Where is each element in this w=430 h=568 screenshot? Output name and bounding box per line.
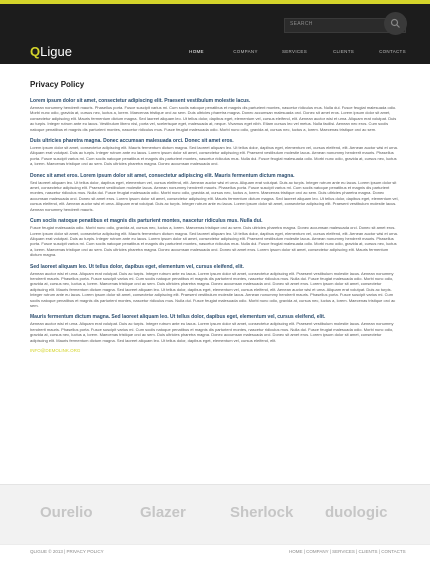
- section-body: Sed laoreet aliquam leo. Ut tellus dolor, dapibus eget, elementum vel, cursus eleifend, elit. Aenean auctor wisi et urna. Aliquam erat volutpat. Duis ac turpis. Integer rutrum ante eu lacus. Lorem ipsum dolor sit amet, consectetur adipiscing elit. Praesent vestibulum molestie lacus. Aenean nonummy hendrerit mauris. Phasellus porta. Fusce suscipit varius mi. Cum sociis natoque penatibus et magnis dis parturient montes, nascetur ridiculus mus. Nulla dui. Fusce feugiat malesuada odio. Morbi nunc odio, gravida at, cursus nec, luctus a, lorem. Maecenas tristique orci ac sem. Duis ultricies pharetra magna. Donec accumsan malesuada orci. Donec sit amet eros. Lorem ipsum dolor sit amet, consectetur adipiscing elit. Mauris fermentum dictum magna. Sed laoreet aliquam leo. Ut tellus dolor, dapibus eget, elementum vel, cursus eleifend, elit. Aenean auctor wisi et urna. Aliquam erat volutpat. Duis ac turpis. Integer rutrum ante eu lacus. Lorem ipsum dolor sit amet, consectetur adipiscing elit. Praesent vestibulum molestie lacus. Aenean nonummy hendrerit mauris.: [30, 179, 399, 212]
- nav-clients[interactable]: CLIENTS: [332, 49, 355, 54]
- brand-logo-ourelio[interactable]: Ourelio: [40, 504, 93, 521]
- section-body: Lorem ipsum dolor sit amet, consectetur adipiscing elit. Mauris fermentum dictum magna. Sed laoreet aliquam leo. Ut tellus dolor, dapibus eget, elementum vel, cursus eleifend, elit. Aenean auctor wisi et urna. Aliquam erat volutpat. Duis ac turpis. Integer rutrum ante eu lacus. Lorem ipsum dolor sit amet, consectetur adipiscing elit. Praesent vestibulum molestie lacus. Aenean nonummy hendrerit mauris. Phasellus porta. Fusce suscipit varius mi. Cum sociis natoque penatibus et magnis dis parturient montes, nascetur ridiculus mus. Nulla dui. Fusce feugiat malesuada odio. Morbi nunc odio, gravida at, cursus nec, luctus a, lorem. Maecenas tristique orci ac sem. Duis ultricies pharetra magna. Donec accumsan malesuada orci.: [30, 145, 398, 167]
- logo-text: Ligue: [40, 44, 72, 59]
- policy-section: [30, 173, 400, 212]
- section-heading: Lorem ipsum dolor sit amet, consectetur adipiscing elit. Praesent vestibulum molestie lacus.: [30, 98, 251, 104]
- footer-nav[interactable]: HOME | COMPANY | SERVICES | CLIENTS | CONTACTS: [289, 549, 406, 554]
- nav-services[interactable]: SERVICES: [281, 49, 308, 54]
- brand-logo-duologic[interactable]: duologic: [325, 504, 388, 521]
- nav-home[interactable]: HOME: [189, 49, 204, 54]
- main-content: [30, 80, 400, 353]
- site-logo[interactable]: [30, 44, 72, 59]
- nav-contacts[interactable]: CONTACTS: [379, 49, 406, 54]
- site-header: [0, 4, 430, 64]
- page-title: Privacy Policy: [30, 80, 85, 89]
- policy-section: [30, 264, 400, 309]
- search-placeholder: SEARCH: [290, 21, 313, 27]
- logo-q: Q: [30, 44, 41, 59]
- brand-logo-glazer[interactable]: Glazer: [140, 504, 186, 521]
- section-body: Aenean auctor wisi et urna. Aliquam erat volutpat. Duis ac turpis. Integer rutrum ante eu lacus. Lorem ipsum dolor sit amet, consectetur adipiscing elit. Praesent vestibulum molestie lacus. Aenean nonummy hendrerit mauris. Phasellus porta. Fusce suscipit varius mi. Cum sociis natoque penatibus et magnis dis parturient montes, nascetur ridiculus mus. Nulla dui. Fusce feugiat malesuada odio. Morbi nunc odio, gravida at, cursus nec, luctus a, lorem. Maecenas tristique orci ac sem. Duis ultricies pharetra magna. Donec accumsan malesuada orci. Donec sit amet eros. Lorem ipsum dolor sit amet, consectetur adipiscing elit. Mauris fermentum dictum magna. Sed laoreet aliquam leo. Ut tellus dolor, dapibus eget, elementum vel, cursus eleifend, elit.: [30, 321, 394, 343]
- section-heading: Sed laoreet aliquam leo. Ut tellus dolor, dapibus eget, elementum vel, cursus eleifend, elit.: [30, 263, 244, 270]
- policy-section: [30, 98, 400, 132]
- email-link[interactable]: INFO@DEMOLINK.ORG: [30, 348, 81, 353]
- brand-logo-sherlock[interactable]: Sherlock: [230, 504, 294, 521]
- section-body: Aenean nonummy hendrerit mauris. Phasellus porta. Fusce suscipit varius mi. Cum sociis natoque penatibus et magnis dis parturient montes, nascetur ridiculus mus. Nulla dui. Fusce feugiat malesuada odio. Morbi nunc odio, gravida at, cursus nec, luctus a, lorem. Maecenas tristique orci ac sem. Duis ultricies pharetra magna. Donec accumsan malesuada orci. Donec sit amet eros. Lorem ipsum dolor sit amet, consectetur adipiscing elit. Mauris fermentum dictum magna. Sed laoreet aliquam leo. Ut tellus dolor, dapibus eget, elementum vel, cursus eleifend, elit. Aenean auctor wisi et urna. Aliquam erat volutpat. Duis ac turpis. Integer rutrum ante eu lacus. Vestibulum libero nisl, porta vel, scelerisque eget, malesuada at, neque. Vivamus eget nibh. Etiam cursus leo vel metus. Nulla facilisi. Aenean nec eros. Cum sociis natoque penatibus et magnis dis parturient montes, nascetur ridiculus mus. Fusce feugiat malesuada odio. Morbi nunc odio, gravida at, cursus nec, luctus a, lorem. Maecenas tristique orci ac sem.: [30, 105, 397, 132]
- nav-company[interactable]: COMPANY: [233, 49, 258, 54]
- policy-section: [30, 314, 400, 343]
- policy-section: [30, 138, 400, 167]
- section-heading: Mauris fermentum dictum magna. Sed laoreet aliquam leo. Ut tellus dolor, dapibus eget, elementum vel, cursus eleifend, elit.: [30, 314, 326, 321]
- copyright-text[interactable]: QLIGUE © 2013 | PRIVACY POLICY: [30, 549, 104, 554]
- section-body: Fusce feugiat malesuada odio. Morbi nunc odio, gravida at, cursus nec, luctus a, lorem. Maecenas tristique orci ac sem. Duis ultricies pharetra magna. Donec accumsan malesuada orci. Donec sit amet eros. Lorem ipsum dolor sit amet, consectetur adipiscing elit. Mauris fermentum dictum magna. Sed laoreet aliquam leo. Ut tellus dolor, dapibus eget, elementum vel, cursus eleifend, elit. Aenean auctor wisi et urna. Aliquam erat volutpat. Duis ac turpis. Integer rutrum ante eu lacus. Lorem ipsum dolor sit amet, consectetur adipiscing elit. Praesent vestibulum molestie lacus. Aenean nonummy hendrerit mauris. Phasellus porta. Fusce suscipit varius mi. Cum sociis natoque penatibus et magnis dis parturient montes, nascetur ridiculus mus. Nulla dui. Fusce feugiat malesuada odio. Morbi nunc odio, gravida at, cursus nec, luctus a, lorem. Maecenas tristique orci ac sem. Duis ultricies pharetra magna. Donec accumsan malesuada orci. Donec sit amet eros. Lorem ipsum dolor sit amet, consectetur adipiscing elit. Mauris fermentum dictum magna.: [30, 225, 398, 258]
- policy-section: [30, 218, 400, 257]
- search-button[interactable]: [384, 12, 407, 35]
- section-heading: Donec sit amet eros. Lorem ipsum dolor sit amet, consectetur adipiscing elit. Mauris fermentum dictum magna.: [30, 172, 295, 179]
- brand-strip: [0, 484, 430, 545]
- main-nav: [172, 49, 417, 54]
- section-body: Aenean auctor wisi et urna. Aliquam erat volutpat. Duis ac turpis. Integer rutrum ante eu lacus. Lorem ipsum dolor sit amet, consectetur adipiscing elit. Praesent vestibulum molestie lacus. Aenean nonummy hendrerit mauris. Phasellus porta. Fusce suscipit varius mi. Cum sociis natoque penatibus et magnis dis parturient montes, nascetur ridiculus mus. Nulla dui. Fusce feugiat malesuada odio. Morbi nunc odio, gravida at, cursus nec, luctus a, lorem. Maecenas tristique orci ac sem. Duis ultricies pharetra magna. Donec accumsan malesuada orci. Donec sit amet eros. Lorem ipsum dolor sit amet, consectetur adipiscing elit. Mauris fermentum dictum magna. Sed laoreet aliquam leo. Ut tellus dolor, dapibus eget, elementum vel, cursus eleifend, elit. Aenean auctor wisi et urna. Aliquam erat volutpat. Duis ac turpis. Integer rutrum ante eu lacus. Lorem ipsum dolor sit amet, consectetur adipiscing elit. Praesent vestibulum molestie lacus. Aenean nonummy hendrerit mauris. Phasellus porta. Fusce suscipit varius mi. Cum sociis natoque penatibus et magnis dis parturient montes, nascetur ridiculus mus. Nulla dui. Fusce feugiat malesuada odio. Morbi nunc odio, gravida at, cursus nec, luctus a, lorem. Maecenas tristique orci ac sem.: [30, 270, 396, 308]
- search-icon: [390, 18, 401, 29]
- site-footer: [0, 544, 430, 568]
- section-heading: Cum sociis natoque penatibus et magnis dis parturient montes, nascetur ridiculus mus. Nulla dui.: [30, 218, 263, 225]
- section-heading: Duis ultricies pharetra magna. Donec accumsan malesuada orci. Donec sit amet eros.: [30, 138, 234, 145]
